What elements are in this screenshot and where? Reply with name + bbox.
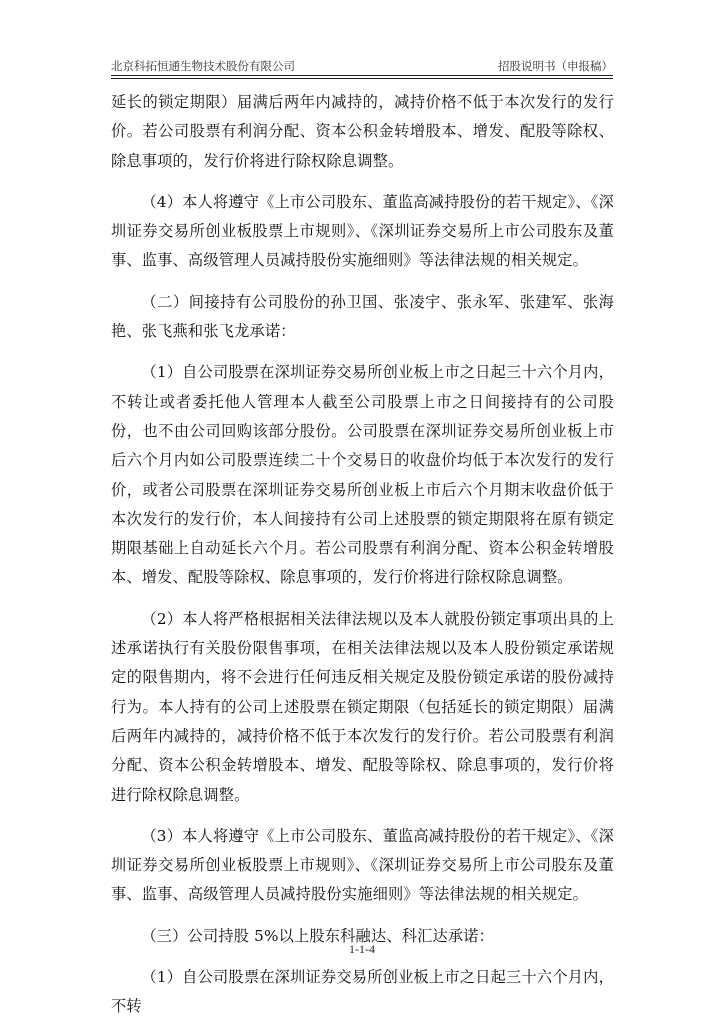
company-name: 北京科拓恒通生物技术股份有限公司 [111, 59, 295, 73]
paragraph: （1）自公司股票在深圳证券交易所创业板上市之日起三十六个月内，不转 [111, 968, 614, 1016]
paragraph: 延长的锁定期限）届满后两年内减持的，减持价格不低于本次发行的发行价。若公司股票有利润分配、资本公积金转增股本、增发、配股等除权、除息事项的，发行价将进行除权除息调整。 [111, 93, 614, 170]
paragraph: （三）公司持股 5%以上股东科融达、科汇达承诺： [141, 926, 495, 945]
paragraph: （2）本人将严格根据相关法律法规以及本人就股份锁定事项出具的上述承诺执行有关股份限售事项，在相关法律法规以及本人股份锁定承诺规定的限售期内，将不会进行任何违反相关规定及股份锁定承诺的股份减持行为。本人持有的公司上述股票在锁定期限（包括延长的锁定期限）届满后两年内减持的，减持价格不低于本次发行的发行价。若公司股票有利润分配、资本公积金转增股本、增发、配股等除权、除息事项的，发行价将进行除权除息调整。 [111, 609, 614, 804]
document-type: 招股说明书（申报稿） [498, 59, 613, 73]
paragraph: （二）间接持有公司股份的孙卫国、张凌宇、张永军、张建军、张海艳、张飞燕和张飞龙承诺： [111, 292, 614, 341]
header-divider [111, 75, 613, 79]
paragraph: （3）本人将遵守《上市公司股东、董监高减持股份的若干规定》、《深圳证券交易所创业板股票上市规则》、《深圳证券交易所上市公司股东及董事、监事、高级管理人员减持股份实施细则》等法律法规的相关规定。 [111, 826, 614, 904]
page-header [111, 56, 613, 76]
paragraph: （4）本人将遵守《上市公司股东、董监高减持股份的若干规定》、《深圳证券交易所创业板股票上市规则》、《深圳证券交易所上市公司股东及董事、监事、高级管理人员减持股份实施细则》等法律法规的相关规定。 [111, 192, 614, 270]
paragraph: （1）自公司股票在深圳证券交易所创业板上市之日起三十六个月内，不转让或者委托他人管理本人截至公司股票上市之日间接持有的公司股份，也不由公司回购该部分股份。公司股票在深圳证券交易所创业板上市后六个月内如公司股票连续二十个交易日的收盘价均低于本次发行的发行价，或者公司股票在深圳证券交易所创业板上市后六个月期末收盘价低于本次发行的发行价，本人间接持有公司上述股票的锁定期限将在原有锁定期限基础上自动延长六个月。若公司股票有利润分配、资本公积金转增股本、增发、配股等除权、除息事项的，发行价将进行除权除息调整。 [111, 363, 614, 587]
document-body [111, 88, 614, 1034]
page-number: 1-1-4 [349, 942, 375, 956]
